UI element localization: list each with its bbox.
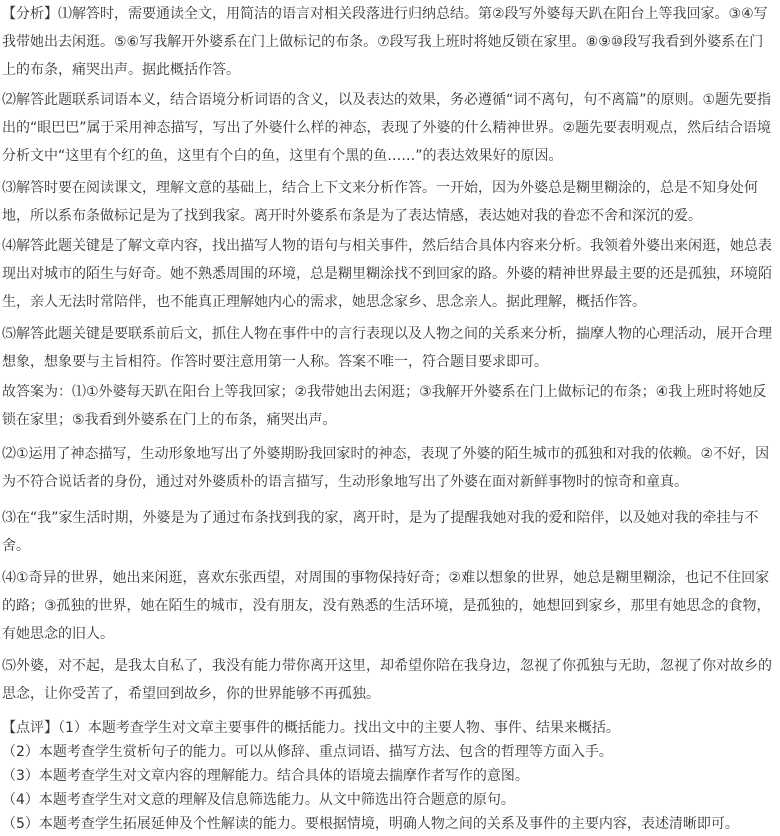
analysis-paragraph-2: ⑵解答此题联系词语本义，结合语境分析词语的含义，以及表达的效果，务必遵循“词不离句，句不离篇”的原则。①题先要指出的“眼巴巴”属于采用神态描写，写出了外婆什么样的神态，表现了外婆的什么精神世界。②题先要表明观点，然后结合语境分析文中“这里有个红的鱼，这里有个白的鱼，这里有个黑的鱼……”的表达效果好的原因。 [2, 92, 772, 164]
comment-line-5: （5）本题考查学生拓展延伸及个性解读的能力。要根据情境，明确人物之间的关系及事件的主要内容，表述清晰即可。 [2, 816, 739, 832]
answer-paragraph-2: ⑵①运用了神态描写，生动形象地写出了外婆期盼我回家时的神态，表现了外婆的陌生城市的孤独和对我的依赖。②不好，因为不符合说话者的身份，通过对外婆质朴的语言描写，生动形象地写出了外婆在面对新鲜事物时的惊奇和童真。 [2, 446, 770, 490]
answer-paragraph-3: ⑶在“我”家生活时期，外婆是为了通过布条找到我的家，离开时，是为了提醒我她对我的爱和陪伴，以及她对我的牵挂与不舍。 [2, 510, 759, 554]
answer-paragraph-5: ⑸外婆，对不起，是我太自私了，我没有能力带你离开这里，却希望你陪在我身边，忽视了你孤独与无助，忽视了你对故乡的思念，让你受苦了，希望回到故乡，你的世界能够不再孤独。 [2, 658, 772, 702]
analysis-paragraph-1: 【分析】⑴解答时，需要通读全文，用简洁的语言对相关段落进行归纳总结。第②段写外婆每天趴在阳台上等我回家。③④写我带她出去闲逛。⑤⑥写我解开外婆系在门上做标记的布条。⑦段写我上班时将她反锁在家里。⑧⑨⑩段写我看到外婆系在门上的布条，痛哭出声。据此概括作答。 [2, 6, 768, 78]
analysis-paragraph-5: ⑸解答此题关键是要联系前后文，抓住人物在事件中的言行表现以及人物之间的关系来分析，揣摩人物的心理活动，展开合理想象，想象要与主旨相符。作答时要注意用第一人称。答案不唯一，符合题目要求即可。 [2, 326, 772, 370]
comment-line-2: （2）本题考查学生赏析句子的能力。可以从修辞、重点词语、描写方法、包含的哲理等方面入手。 [2, 744, 613, 760]
analysis-paragraph-4: ⑷解答此题关键是了解文章内容，找出描写人物的语句与相关事件，然后结合具体内容来分析。我领着外婆出来闲逛，她总表现出对城市的陌生与好奇。她不熟悉周围的环境，总是糊里糊涂找不到回家的路。外婆的精神世界最主要的还是孤独，环境陌生，亲人无法时常陪伴，也不能真正理解她内心的需求，她思念家乡、思念亲人。据此理解，概括作答。 [2, 238, 772, 310]
comment-line-3: （3）本题考查学生对文章内容的理解能力。结合具体的语境去揣摩作者写作的意图。 [2, 768, 529, 784]
analysis-paragraph-3: ⑶解答时要在阅读课文，理解文意的基础上，结合上下文来分析作答。一开始，因为外婆总是糊里糊涂的，总是不知身处何地，所以系布条做标记是为了找到我家。离开时外婆系布条是为了表达情感，表达她对我的眷恋不舍和深沉的爱。 [2, 180, 758, 224]
comment-line-4: （4）本题考查学生对文意的理解及信息筛选能力。从文中筛选出符合题意的原句。 [2, 792, 515, 808]
answer-paragraph-4: ⑷①奇异的世界，她出来闲逛，喜欢东张西望，对周围的事物保持好奇；②难以想象的世界，她总是糊里糊涂，也记不住回家的路；③孤独的世界，她在陌生的城市，没有朋友，没有熟悉的生活环境，是孤独的，她想回到家乡，那里有她思念的食物，有她思念的旧人。 [2, 570, 771, 642]
comment-line-1: 【点评】（1）本题考查学生对文章主要事件的概括能力。找出文中的主要人物、事件、结果来概括。 [2, 720, 620, 736]
answer-paragraph-1: 故答案为：⑴①外婆每天趴在阳台上等我回家；②我带她出去闲逛；③我解开外婆系在门上做标记的布条；④我上班时将她反锁在家里；⑤我看到外婆系在门上的布条，痛哭出声。 [2, 384, 767, 428]
